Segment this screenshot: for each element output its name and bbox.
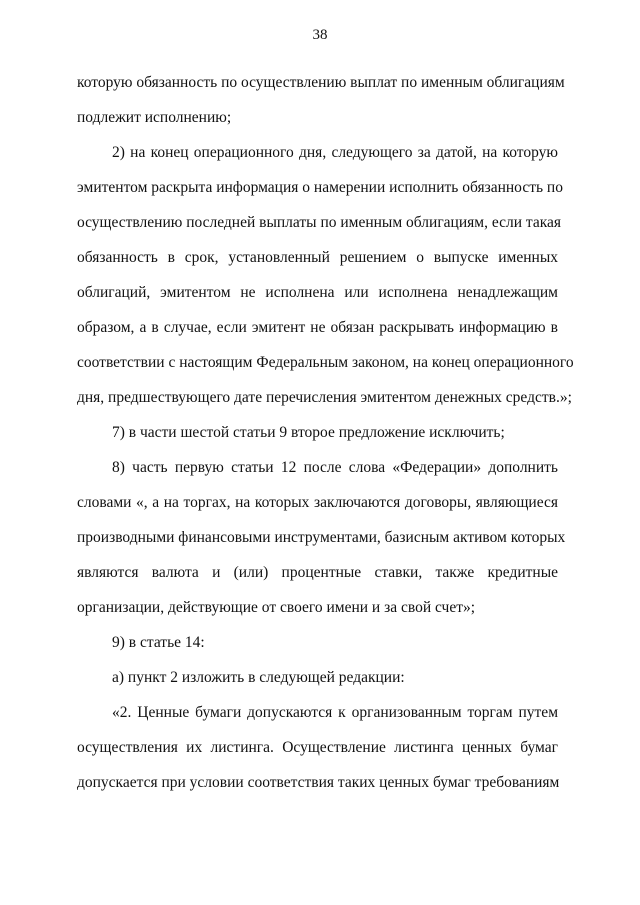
text-line: являются валюта и (или) процентные ставки, также кредитные xyxy=(77,564,558,581)
text-line: соответствии с настоящим Федеральным законом, на конец операционного xyxy=(77,354,574,371)
text-line: которую обязанность по осуществлению выплат по именным облигациям xyxy=(77,74,565,91)
text-line: обязанность в срок, установленный решением о выпуске именных xyxy=(77,249,558,266)
text-line: 9) в статье 14: xyxy=(112,634,205,651)
text-line: осуществления их листинга. Осуществление листинга ценных бумаг xyxy=(77,739,558,756)
text-line: производными финансовыми инструментами, базисным активом которых xyxy=(77,529,566,546)
text-line: организации, действующие от своего имени и за свой счет»; xyxy=(77,599,476,616)
text-line: «2. Ценные бумаги допускаются к организованным торгам путем xyxy=(112,704,558,721)
text-line: а) пункт 2 изложить в следующей редакции: xyxy=(112,669,405,686)
text-line: словами «, а на торгах, на которых заключаются договоры, являющиеся xyxy=(77,494,558,511)
text-line: 7) в части шестой статьи 9 второе предложение исключить; xyxy=(112,424,505,441)
text-line: подлежит исполнению; xyxy=(77,109,232,126)
text-line: эмитентом раскрыта информация о намерении исполнить обязанность по xyxy=(77,179,563,196)
page-number: 38 xyxy=(312,27,328,43)
text-line: осуществлению последней выплаты по именным облигациям, если такая xyxy=(77,214,562,231)
text-line: 2) на конец операционного дня, следующего за датой, на которую xyxy=(112,144,558,161)
text-line: допускается при условии соответствия таких ценных бумаг требованиям xyxy=(77,774,560,791)
text-line: дня, предшествующего дате перечисления эмитентом денежных средств.»; xyxy=(77,389,572,406)
text-line: образом, а в случае, если эмитент не обязан раскрывать информацию в xyxy=(77,319,558,336)
text-line: 8) часть первую статьи 12 после слова «Федерации» дополнить xyxy=(112,459,558,476)
text-line: облигаций, эмитентом не исполнена или исполнена ненадлежащим xyxy=(77,284,558,301)
